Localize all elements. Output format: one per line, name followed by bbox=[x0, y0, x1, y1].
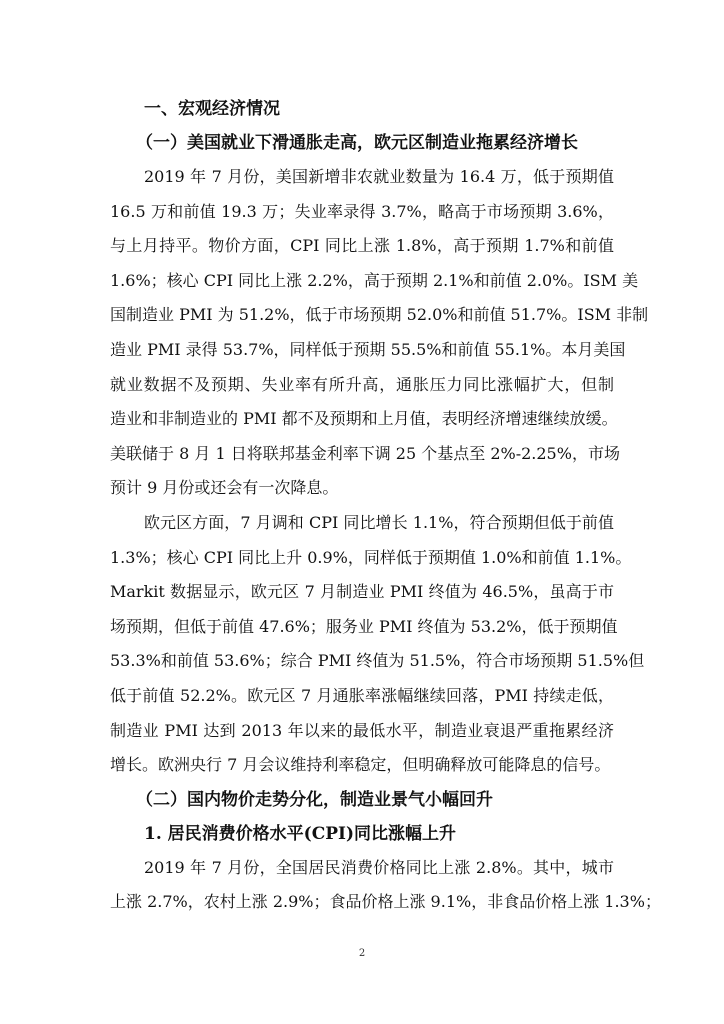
document-body bbox=[110, 92, 661, 920]
paragraph-line: 场预期，但低于前值 47.6%；服务业 PMI 终值为 53.2%，低于预期值 bbox=[110, 616, 618, 636]
subsection-heading-us-euro: （一）美国就业下滑通胀走高，欧元区制造业拖累经济增长 bbox=[136, 133, 578, 153]
paragraph-line: 造业和非制造业的 PMI 都不及预期和上月值，表明经济增速继续放缓。 bbox=[110, 409, 618, 429]
paragraph-line: Markit 数据显示，欧元区 7 月制造业 PMI 终值为 46.5%，虽高于市 bbox=[110, 582, 614, 602]
paragraph-line: 1.3%；核心 CPI 同比上升 0.9%，同样低于预期值 1.0%和前值 1.1%。 bbox=[110, 547, 632, 567]
section-heading-macro-economy: 一、宏观经济情况 bbox=[144, 99, 280, 119]
paragraph-line: 1.6%；核心 CPI 同比上涨 2.2%，高于预期 2.1%和前值 2.0%。ISM 美 bbox=[110, 270, 639, 290]
paragraph-line: 上涨 2.7%，农村上涨 2.9%；食品价格上涨 9.1%，非食品价格上涨 1.3%； bbox=[110, 892, 661, 912]
paragraph-us-economy bbox=[110, 160, 649, 506]
paragraph-line: 国制造业 PMI 为 51.2%，低于市场预期 52.0%和前值 51.7%。ISM 非制 bbox=[110, 305, 649, 325]
paragraph-euro-economy bbox=[110, 506, 645, 783]
paragraph-line: 增长。欧洲央行 7 月会议维持利率稳定，但明确释放可能降息的信号。 bbox=[110, 755, 611, 775]
paragraph-line: 2019 年 7 月份，美国新增非农就业数量为 16.4 万，低于预期值 bbox=[144, 167, 614, 186]
paragraph-line: 欧元区方面，7 月调和 CPI 同比增长 1.1%，符合预期但低于前值 bbox=[144, 512, 614, 532]
paragraph-line: 2019 年 7 月份，全国居民消费价格同比上涨 2.8%。其中，城市 bbox=[144, 857, 614, 877]
page-number: 2 bbox=[358, 948, 366, 959]
paragraph-line: 与上月持平。物价方面，CPI 同比上涨 1.8%，高于预期 1.7%和前值 bbox=[110, 236, 614, 256]
paragraph-line: 低于前值 52.2%。欧元区 7 月通胀率涨幅继续回落，PMI 持续走低， bbox=[110, 685, 614, 705]
paragraph-line: 预计 9 月份或还会有一次降息。 bbox=[110, 478, 339, 498]
paragraph-line: 美联储于 8 月 1 日将联邦基金利率下调 25 个基点至 2%-2.25%，市场 bbox=[110, 443, 620, 463]
paragraph-line: 造业 PMI 录得 53.7%，同样低于预期 55.5%和前值 55.1%。本月美国 bbox=[110, 339, 626, 359]
paragraph-line: 53.3%和前值 53.6%；综合 PMI 终值为 51.5%，符合市场预期 51.5%但 bbox=[110, 651, 645, 671]
subsection-heading-domestic: （二）国内物价走势分化，制造业景气小幅回升 bbox=[136, 789, 493, 810]
paragraph-line: 制造业 PMI 达到 2013 年以来的最低水平，制造业衰退严重拖累经济 bbox=[110, 720, 614, 740]
paragraph-line: 16.5 万和前值 19.3 万；失业率录得 3.7%，略高于市场预期 3.6%， bbox=[110, 201, 614, 221]
item-heading-cpi: 1. 居民消费价格水平(CPI)同比涨幅上升 bbox=[144, 823, 457, 844]
paragraph-domestic-cpi bbox=[110, 851, 661, 920]
paragraph-line: 就业数据不及预期、失业率有所升高，通胀压力同比涨幅扩大，但制 bbox=[110, 374, 614, 394]
